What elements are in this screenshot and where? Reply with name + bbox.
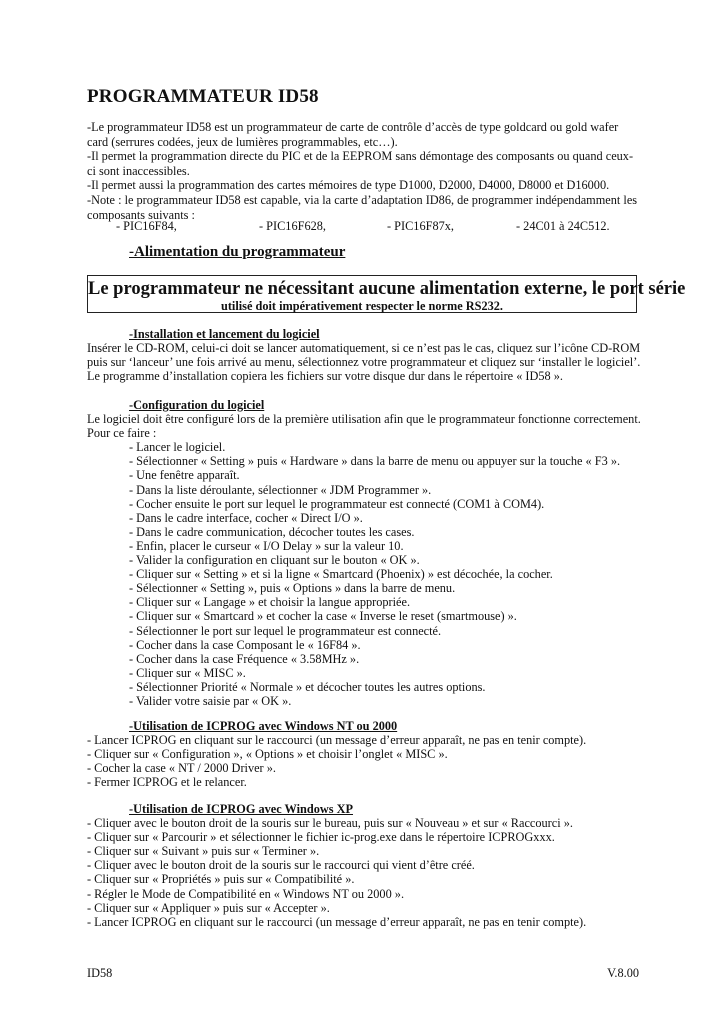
nt2000-heading: -Utilisation de ICPROG avec Windows NT ou 2000 (129, 719, 398, 733)
list-item: - Une fenêtre apparaît. (129, 468, 240, 483)
xp-heading: -Utilisation de ICPROG avec Windows XP (129, 802, 353, 816)
list-item: - Valider votre saisie par « OK ». (129, 693, 292, 708)
alimentation-heading: -Alimentation du programmateur (129, 244, 346, 260)
nt2000-section (87, 719, 647, 789)
page-title: PROGRAMMATEUR ID58 (87, 86, 319, 107)
footer-left: ID58 (87, 966, 113, 980)
list-item: - Cliquer sur « Setting » et si la ligne « Smartcard (Phoenix) » est décochée, la cocher. (129, 567, 553, 582)
list-item: - Sélectionner le port sur lequel le programmateur est connecté. (129, 623, 442, 638)
list-item: - Valider la configuration en cliquant sur le bouton « OK ». (129, 553, 420, 568)
xp-section (87, 802, 647, 929)
list-item: - Cliquer sur « Langage » et choisir la langue appropriée. (129, 595, 411, 610)
list-item: - Cocher dans la case Fréquence « 3.58MHz ». (129, 651, 360, 666)
intro-block (87, 120, 639, 222)
installation-heading: -Installation et lancement du logiciel (129, 327, 320, 341)
list-item: - Dans le cadre communication, décocher toutes les cases. (129, 524, 415, 539)
intro-paragraph: -Il permet aussi la programmation des cartes mémoires de type D1000, D2000, D4000, D8000 et D16000. (87, 178, 610, 193)
list-item: - Dans la liste déroulante, sélectionner « JDM Programmer ». (129, 482, 432, 497)
notice-box (87, 275, 686, 313)
configuration-steps (87, 440, 647, 708)
list-item: - Cocher dans la case Composant le « 16F84 ». (129, 637, 361, 652)
intro-paragraph: -Note : le programmateur ID58 est capable, via la carte d’adaptation ID86, de programmer indépendamment les composants suivants : (87, 192, 638, 222)
list-item: - Cliquer sur « Suivant » puis sur « Terminer ». (87, 844, 320, 859)
component-item: - PIC16F628, (259, 219, 326, 233)
configuration-text: Le logiciel doit être configuré lors de la première utilisation afin que le programmateur fonctionne correctement. Pour ce faire : (87, 412, 641, 441)
component-item: - PIC16F84, (116, 219, 177, 233)
component-item: - 24C01 à 24C512. (516, 219, 610, 233)
list-item: - Cliquer sur « Configuration », « Options » et choisir l’onglet « MISC ». (87, 747, 448, 762)
list-item: - Sélectionner « Setting », puis « Options » dans la barre de menu. (129, 581, 456, 596)
list-item: - Sélectionner « Setting » puis « Hardware » dans la barre de menu ou appuyer sur la touche « F3 ». (129, 454, 621, 469)
list-item: - Cliquer avec le bouton droit de la souris sur le raccourci qui vient d’être créé. (87, 858, 475, 873)
list-item: - Fermer ICPROG et le relancer. (87, 775, 247, 790)
list-item: - Lancer ICPROG en cliquant sur le raccourci (un message d’erreur apparaît, ne pas en tenir compte). (87, 733, 587, 748)
list-item: - Cocher ensuite le port sur lequel le programmateur est connecté (COM1 à COM4). (129, 496, 545, 511)
intro-paragraph: -Le programmateur ID58 est un programmateur de carte de contrôle d’accès de type goldcard ou gold wafer card (serrures codées, jeux de lumières programmables, etc…). (87, 120, 619, 149)
list-item: - Cliquer sur « MISC ». (129, 665, 246, 680)
intro-paragraph: -Il permet la programmation directe du PIC et de la EEPROM sans démontage des composants ou quand ceux-ci sont inaccessibles. (87, 149, 634, 178)
component-item: - PIC16F87x, (387, 219, 454, 233)
list-item: - Dans le cadre interface, cocher « Direct I/O ». (129, 510, 363, 525)
list-item: - Enfin, placer le curseur « I/O Delay » sur la valeur 10. (129, 538, 404, 553)
notice-line-2: utilisé doit impérativement respecter le norme RS232. (221, 299, 503, 313)
list-item: - Lancer ICPROG en cliquant sur le raccourci (un message d’erreur apparaît, ne pas en tenir compte). (87, 914, 587, 929)
list-item: - Cliquer sur « Parcourir » et sélectionner le fichier ic-prog.exe dans le répertoire ICPROGxxx. (87, 830, 555, 845)
list-item: - Cliquer avec le bouton droit de la souris sur le bureau, puis sur « Nouveau » et sur « Raccourci ». (87, 816, 573, 831)
list-item: - Régler le Mode de Compatibilité en « Windows NT ou 2000 ». (87, 886, 405, 901)
list-item: - Cliquer sur « Appliquer » puis sur « Accepter ». (87, 900, 330, 915)
installation-section (87, 327, 647, 383)
list-item: - Lancer le logiciel. (129, 440, 226, 455)
components-list (87, 219, 639, 234)
notice-line-1: Le programmateur ne nécessitant aucune alimentation externe, le port série (88, 279, 686, 299)
installation-text: Insérer le CD-ROM, celui-ci doit se lancer automatiquement, si ce n’est pas le cas, cliquez sur l’icône CD-ROM puis sur ‘lanceur’ une fois arrivé au menu, sélectionnez votre programmateur et cliquez sur ‘installer le logiciel’. Le programme d’installation copiera les fichiers sur votre disque dur dans le répertoire « ID58 ». (87, 341, 641, 384)
xp-steps (87, 816, 647, 929)
footer-right: V.8.00 (607, 966, 639, 980)
list-item: - Cocher la case « NT / 2000 Driver ». (87, 761, 276, 776)
configuration-section (87, 398, 647, 708)
configuration-heading: -Configuration du logiciel (129, 398, 265, 412)
list-item: - Sélectionner Priorité « Normale » et décocher toutes les autres options. (129, 679, 486, 694)
nt2000-steps (87, 733, 647, 789)
list-item: - Cliquer sur « Smartcard » et cocher la case « Inverse le reset (smartmouse) ». (129, 609, 517, 624)
list-item: - Cliquer sur « Propriétés » puis sur « Compatibilité ». (87, 872, 355, 887)
